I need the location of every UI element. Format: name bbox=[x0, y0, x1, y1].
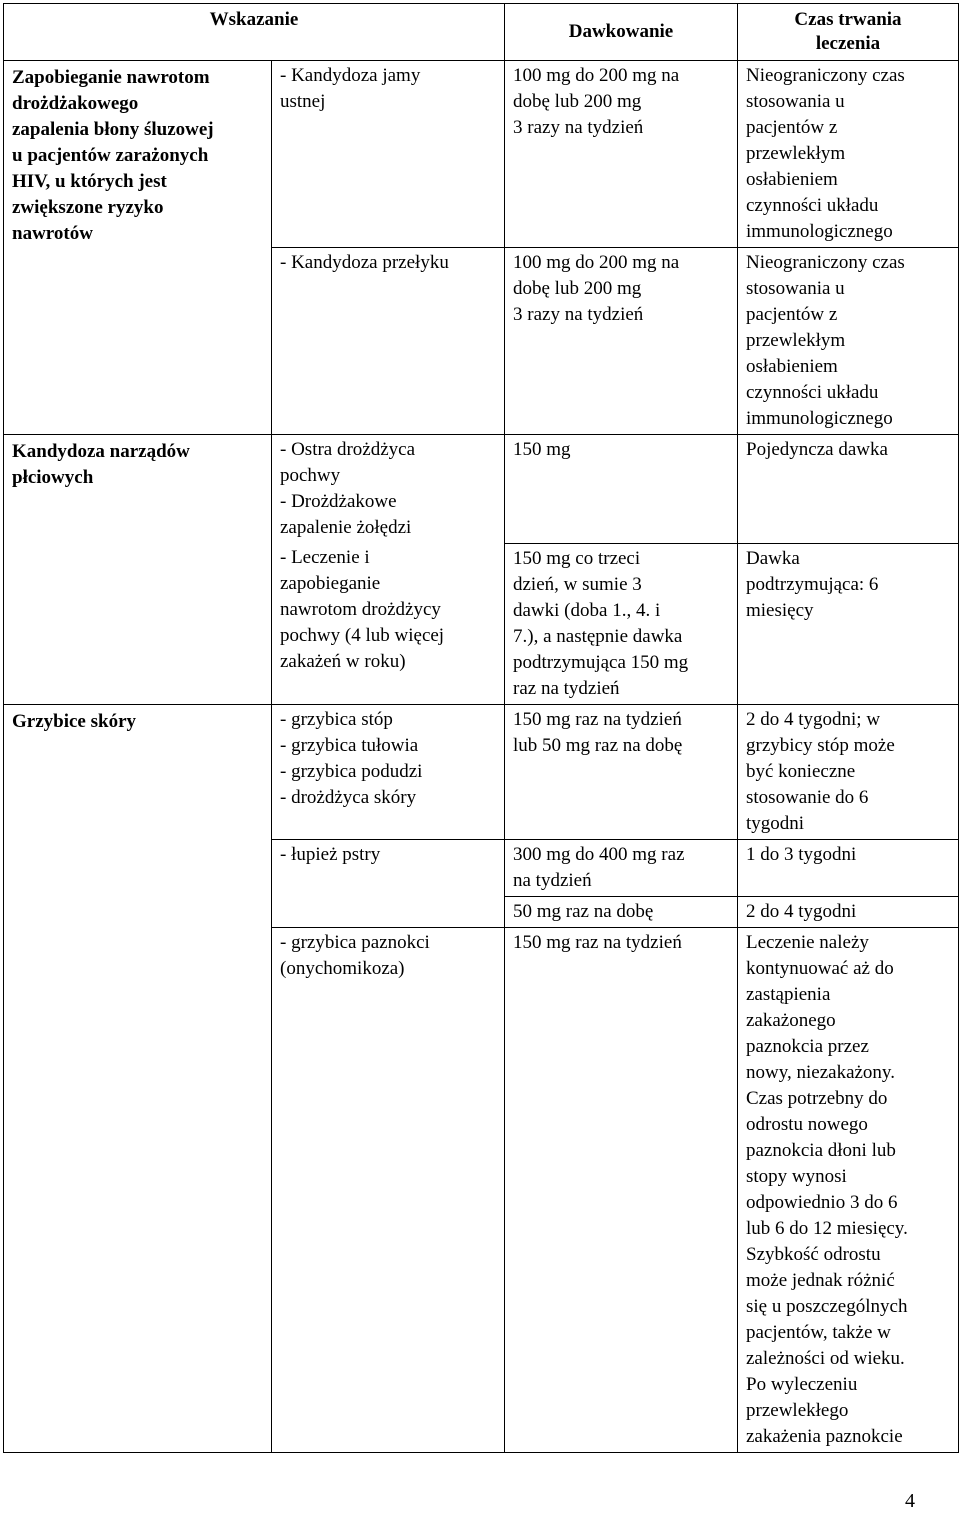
dosage-cell: 300 mg do 400 mg raz na tydzień bbox=[505, 839, 738, 896]
sub-indication: - Kandydoza jamy ustnej bbox=[272, 61, 505, 248]
duration-cell: Dawka podtrzymująca: 6 miesięcy bbox=[738, 543, 959, 704]
dosage-cell: 150 mg bbox=[505, 435, 738, 544]
duration-cell: 2 do 4 tygodni bbox=[738, 896, 959, 927]
dosage-table bbox=[3, 3, 959, 1453]
sub-indication: - Leczenie i zapobieganie nawrotom drożdżycy pochwy (4 lub więcej zakażeń w roku) bbox=[272, 543, 505, 704]
duration-cell: Leczenie należy kontynuować aż do zastąpienia zakażonego paznokcia przez nowy, niezakażony. Czas potrzebny do odrostu nowego paznokcia dłoni lub stopy wynosi odpowiednio 3 do 6 lub 6 do 12 miesięcy. Szybkość odrostu może jednak różnić się u poszczególnych pacjentów, także w zależności od wieku. Po wyleczeniu przewlekłego zakażenia paznokcie bbox=[738, 927, 959, 1452]
sub-indication: - Kandydoza przełyku bbox=[272, 248, 505, 435]
dosage-cell: 100 mg do 200 mg na dobę lub 200 mg 3 razy na tydzień bbox=[505, 61, 738, 248]
duration-cell: Nieograniczony czas stosowania u pacjentów z przewlekłym osłabieniem czynności układu immunologicznego bbox=[738, 61, 959, 248]
duration-cell: Pojedyncza dawka bbox=[738, 435, 959, 544]
indication-group-genital: Kandydoza narządów płciowych bbox=[4, 435, 272, 705]
duration-cell: Nieograniczony czas stosowania u pacjentów z przewlekłym osłabieniem czynności układu immunologicznego bbox=[738, 248, 959, 435]
indication-group-hiv: Zapobieganie nawrotom drożdżakowego zapalenia błony śluzowej u pacjentów zarażonych HIV, u których jest zwiększone ryzyko nawrotów bbox=[4, 61, 272, 435]
dosage-cell: 50 mg raz na dobę bbox=[505, 896, 738, 927]
sub-indication: - Ostra drożdżyca pochwy - Drożdżakowe zapalenie żołędzi bbox=[272, 435, 505, 544]
sub-indication: - grzybica stóp - grzybica tułowia - grzybica podudzi - drożdżyca skóry bbox=[272, 704, 505, 839]
duration-cell: 2 do 4 tygodni; w grzybicy stóp może być konieczne stosowanie do 6 tygodni bbox=[738, 704, 959, 839]
duration-cell: 1 do 3 tygodni bbox=[738, 839, 959, 896]
page-number: 4 bbox=[905, 1490, 915, 1512]
sub-indication: - łupież pstry bbox=[272, 839, 505, 927]
table-row bbox=[4, 61, 959, 248]
dosage-cell: 150 mg raz na tydzień lub 50 mg raz na dobę bbox=[505, 704, 738, 839]
table-row bbox=[4, 704, 959, 839]
dosage-cell: 150 mg co trzeci dzień, w sumie 3 dawki (doba 1., 4. i 7.), a następnie dawka podtrzymująca 150 mg raz na tydzień bbox=[505, 543, 738, 704]
sub-indication: - grzybica paznokci (onychomikoza) bbox=[272, 927, 505, 1452]
dosage-cell: 100 mg do 200 mg na dobę lub 200 mg 3 razy na tydzień bbox=[505, 248, 738, 435]
header-duration: Czas trwania leczenia bbox=[738, 4, 959, 61]
header-row bbox=[4, 4, 959, 61]
header-dosage: Dawkowanie bbox=[505, 4, 738, 61]
indication-group-skin: Grzybice skóry bbox=[4, 704, 272, 1452]
header-indication: Wskazanie bbox=[4, 4, 505, 61]
dosage-cell: 150 mg raz na tydzień bbox=[505, 927, 738, 1452]
table-row bbox=[4, 435, 959, 544]
